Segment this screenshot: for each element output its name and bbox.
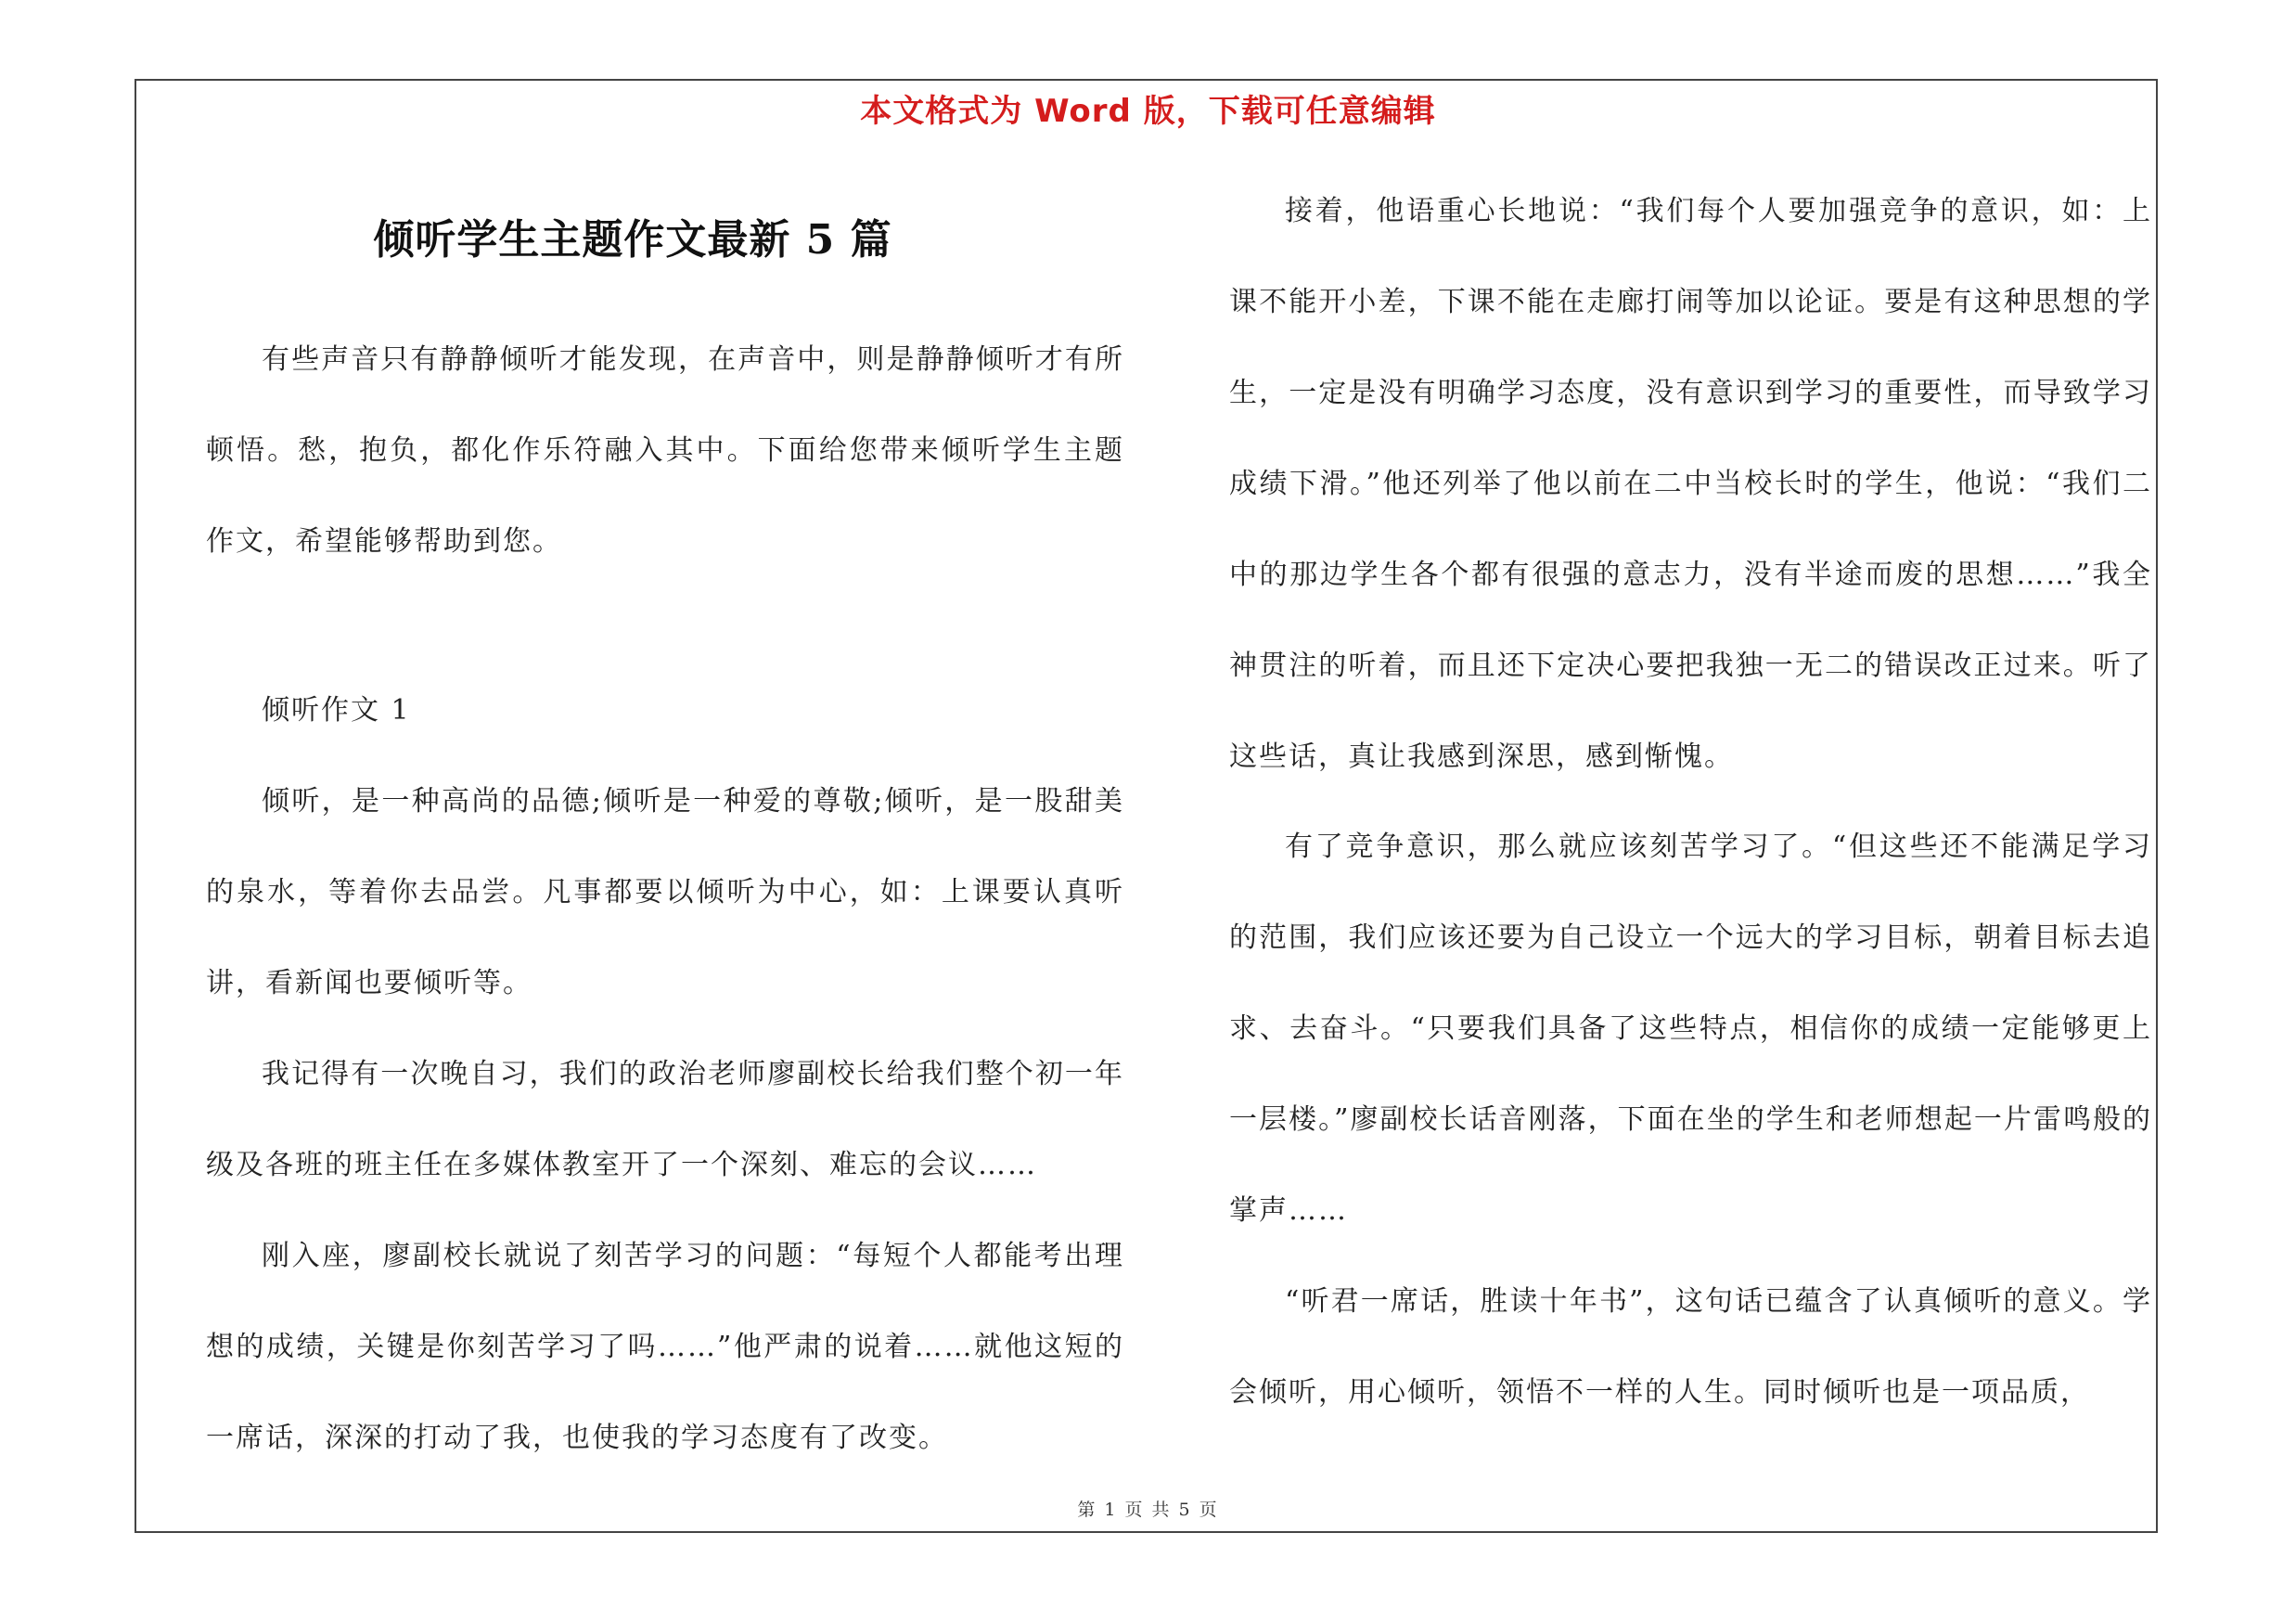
document-title: 倾听学生主题作文最新 5 篇 [373, 216, 892, 264]
right-paragraph-2: 有了竞争意识，那么就应该刻苦学习了。“但这些还不能满足学习的范围，我们应该还要为自己设立一个远大的学习目标，朝着目标去追求、去奋斗。“只要我们具备了这些特点，相信你的成绩一定能够更上一层楼。”廖副校长话音刚落，下面在坐的学生和老师想起一片雷鸣般的掌声…… [1229, 831, 2152, 1227]
body-paragraph-2: 我记得有一次晚自习，我们的政治老师廖副校长给我们整个初一年级及各班的班主任在多媒体教室开了一个深刻、难忘的会议…… [206, 1058, 1124, 1181]
word-format-banner: 本文格式为 Word 版，下载可任意编辑 [860, 93, 1436, 130]
body-paragraph-1: 倾听，是一种高尚的品德;倾听是一种爱的尊敬;倾听，是一股甜美的泉水，等着你去品尝。凡事都要以倾听为中心，如：上课要认真听讲，看新闻也要倾听等。 [206, 785, 1124, 999]
section-heading: 倾听作文 1 [262, 694, 411, 727]
page-number-footer: 第 1 页 共 5 页 [1077, 1500, 1219, 1520]
intro-paragraph: 有些声音只有静静倾听才能发现，在声音中，则是静静倾听才有所顿悟。愁，抱负，都化作乐符融入其中。下面给您带来倾听学生主题作文，希望能够帮助到您。 [206, 343, 1124, 558]
right-paragraph-3: “听君一席话，胜读十年书”，这句话已蕴含了认真倾听的意义。学会倾听，用心倾听，领悟不一样的人生。同时倾听也是一项品质， [1229, 1285, 2152, 1409]
right-paragraph-1: 接着，他语重心长地说：“我们每个人要加强竞争的意识，如：上课不能开小差，下课不能在走廊打闹等加以论证。要是有这种思想的学生，一定是没有明确学习态度，没有意识到学习的重要性，而导致学习成绩下滑。”他还列举了他以前在二中当校长时的学生，他说：“我们二中的那边学生各个都有很强的意志力，没有半途而废的思想……”我全神贯注的听着，而且还下定决心要把我独一无二的错误改正过来。听了这些话，真让我感到深思，感到惭愧。 [1229, 195, 2152, 773]
body-paragraph-3: 刚入座，廖副校长就说了刻苦学习的问题：“每短个人都能考出理想的成绩，关键是你刻苦学习了吗……”他严肃的说着……就他这短的一席话，深深的打动了我，也使我的学习态度有了改变。 [206, 1240, 1124, 1454]
